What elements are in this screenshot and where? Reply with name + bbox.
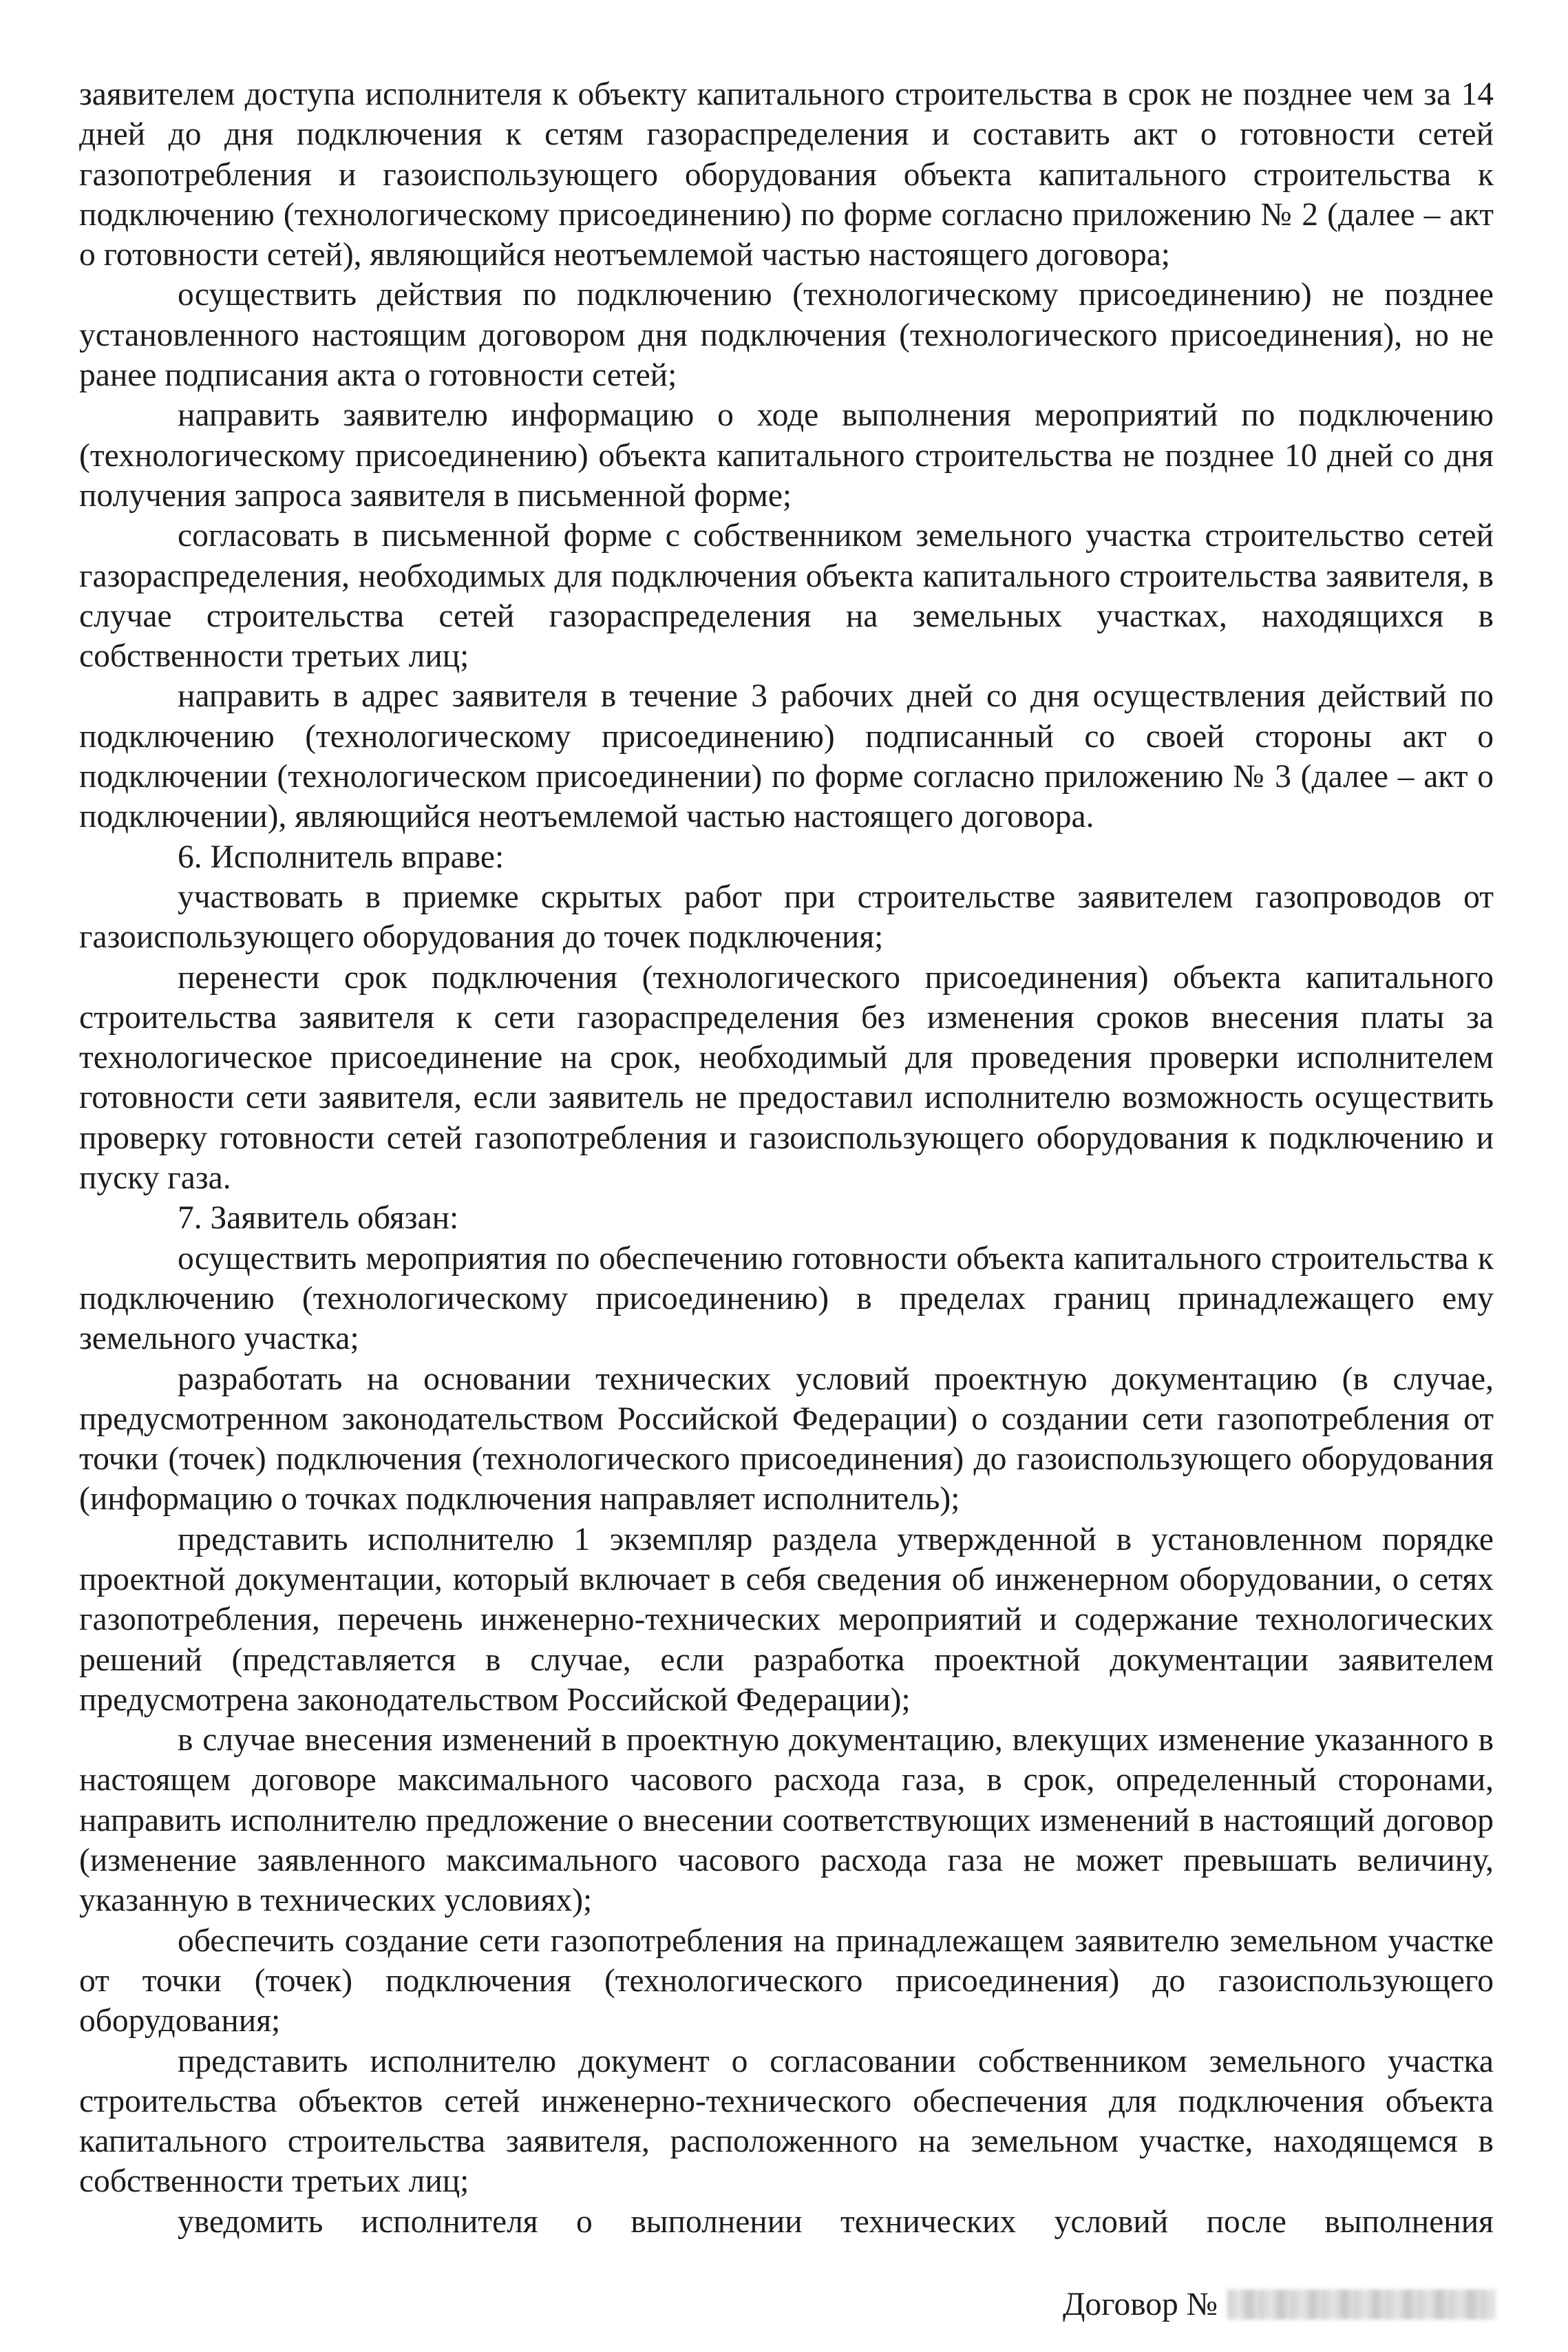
paragraph-postpone-connection: перенести срок подключения (технологического присоединения) объекта капитального строительства заявителя к сети газораспределения без изменения сроков внесения платы за технологическое присоединение на срок, необходимый для проведения проверки исполнителем готовности сети заявителя, если заявитель не предоставил исполнителю возможность осуществить проверку готовности сетей газопотребления и газоиспользующего оборудования к подключению и пуску газа. <box>79 959 1494 1197</box>
contract-number-label: Договор № <box>1063 2287 1218 2322</box>
paragraph-notify-contractor: уведомить исполнителя о выполнении технических условий после выполнения <box>178 2203 1494 2240</box>
paragraph-access-and-readiness-act: заявителем доступа исполнителя к объекту капитального строительства в срок не позднее чем за 14 дней до дня подключения к сетям газораспределения и составить акт о готовности сетей газопотребления и газоиспользующего оборудования объекта капитального строительства к подключению (технологическому присоединению) по форме согласно приложению № 2 (далее – акт о готовности сетей), являющийся неотъемлемой частью настоящего договора; <box>79 76 1494 273</box>
paragraph-land-owner-agreement: согласовать в письменной форме с собственником земельного участка строительство сетей газораспределения, необходимых для подключения объекта капитального строительства заявителя, в случае строительства сетей газораспределения на земельных участках, находящихся в собственности третьих лиц; <box>79 518 1494 675</box>
paragraph-readiness-measures: осуществить мероприятия по обеспечению готовности объекта капитального строительства к подключению (технологическому присоединению) в пределах границ принадлежащего ему земельного участка; <box>79 1240 1494 1357</box>
paragraph-create-gas-network: обеспечить создание сети газопотребления на принадлежащем заявителю земельном участке от точки (точек) подключения (технологического присоединения) до газоиспользующего оборудования; <box>79 1922 1494 2039</box>
paragraph-perform-connection: осуществить действия по подключению (технологическому присоединению) не позднее установленного настоящим договором дня подключения (технологического присоединения), но не ранее подписания акта о готовности сетей; <box>79 277 1494 394</box>
contract-number-footer <box>1063 2285 1496 2324</box>
paragraph-hidden-works-acceptance: участвовать в приемке скрытых работ при строительстве заявителем газопроводов от газоиспользующего оборудования до точек подключения; <box>79 879 1494 956</box>
paragraph-submit-documentation: представить исполнителю 1 экземпляр раздела утвержденной в установленном порядке проектной документации, который включает в себя сведения об инженерном оборудовании, о сетях газопотребления, перечень инженерно-технических мероприятий и содержание технологических решений (представляется в случае, если разработка проектной документации заявителем предусмотрена законодательством Российской Федерации); <box>79 1521 1494 1718</box>
paragraph-land-owner-document: представить исполнителю документ о согласовании собственником земельного участка строительства объектов сетей инженерно-технического обеспечения для подключения объекта капитального строительства заявителя, расположенного на земельном участке, находящемся в собственности третьих лиц; <box>79 2043 1494 2200</box>
paragraph-documentation-changes: в случае внесения изменений в проектную документацию, влекущих изменение указанного в настоящем договоре максимального часового расхода газа, в срок, определенный сторонами, направить исполнителю предложение о внесении соответствующих изменений в настоящий договор (изменение заявленного максимального часового расхода газа не может превышать величину, указанную в технических условиях); <box>79 1722 1494 1919</box>
redacted-contract-number <box>1227 2289 1496 2320</box>
paragraph-connection-act: направить в адрес заявителя в течение 3 рабочих дней со дня осуществления действий по подключению (технологическому присоединению) подписанный со своей стороны акт о подключении (технологическом присоединении) по форме согласно приложению № 3 (далее – акт о подключении), являющийся неотъемлемой частью настоящего договора. <box>79 678 1494 835</box>
section-heading-applicant-obligations: 7. Заявитель обязан: <box>178 1200 459 1237</box>
document-page <box>79 74 1494 2242</box>
paragraph-project-documentation: разработать на основании технических условий проектную документацию (в случае, предусмотренном законодательством Российской Федерации) о создании сети газопотребления от точки (точек) подключения (технологического присоединения) до газоиспользующего оборудования (информацию о точках подключения направляет исполнитель); <box>79 1361 1494 1518</box>
paragraph-progress-information: направить заявителю информацию о ходе выполнения мероприятий по подключению (технологическому присоединению) объекта капитального строительства не позднее 10 дней со дня получения запроса заявителя в письменной форме; <box>79 397 1494 514</box>
section-heading-contractor-rights: 6. Исполнитель вправе: <box>178 839 505 875</box>
